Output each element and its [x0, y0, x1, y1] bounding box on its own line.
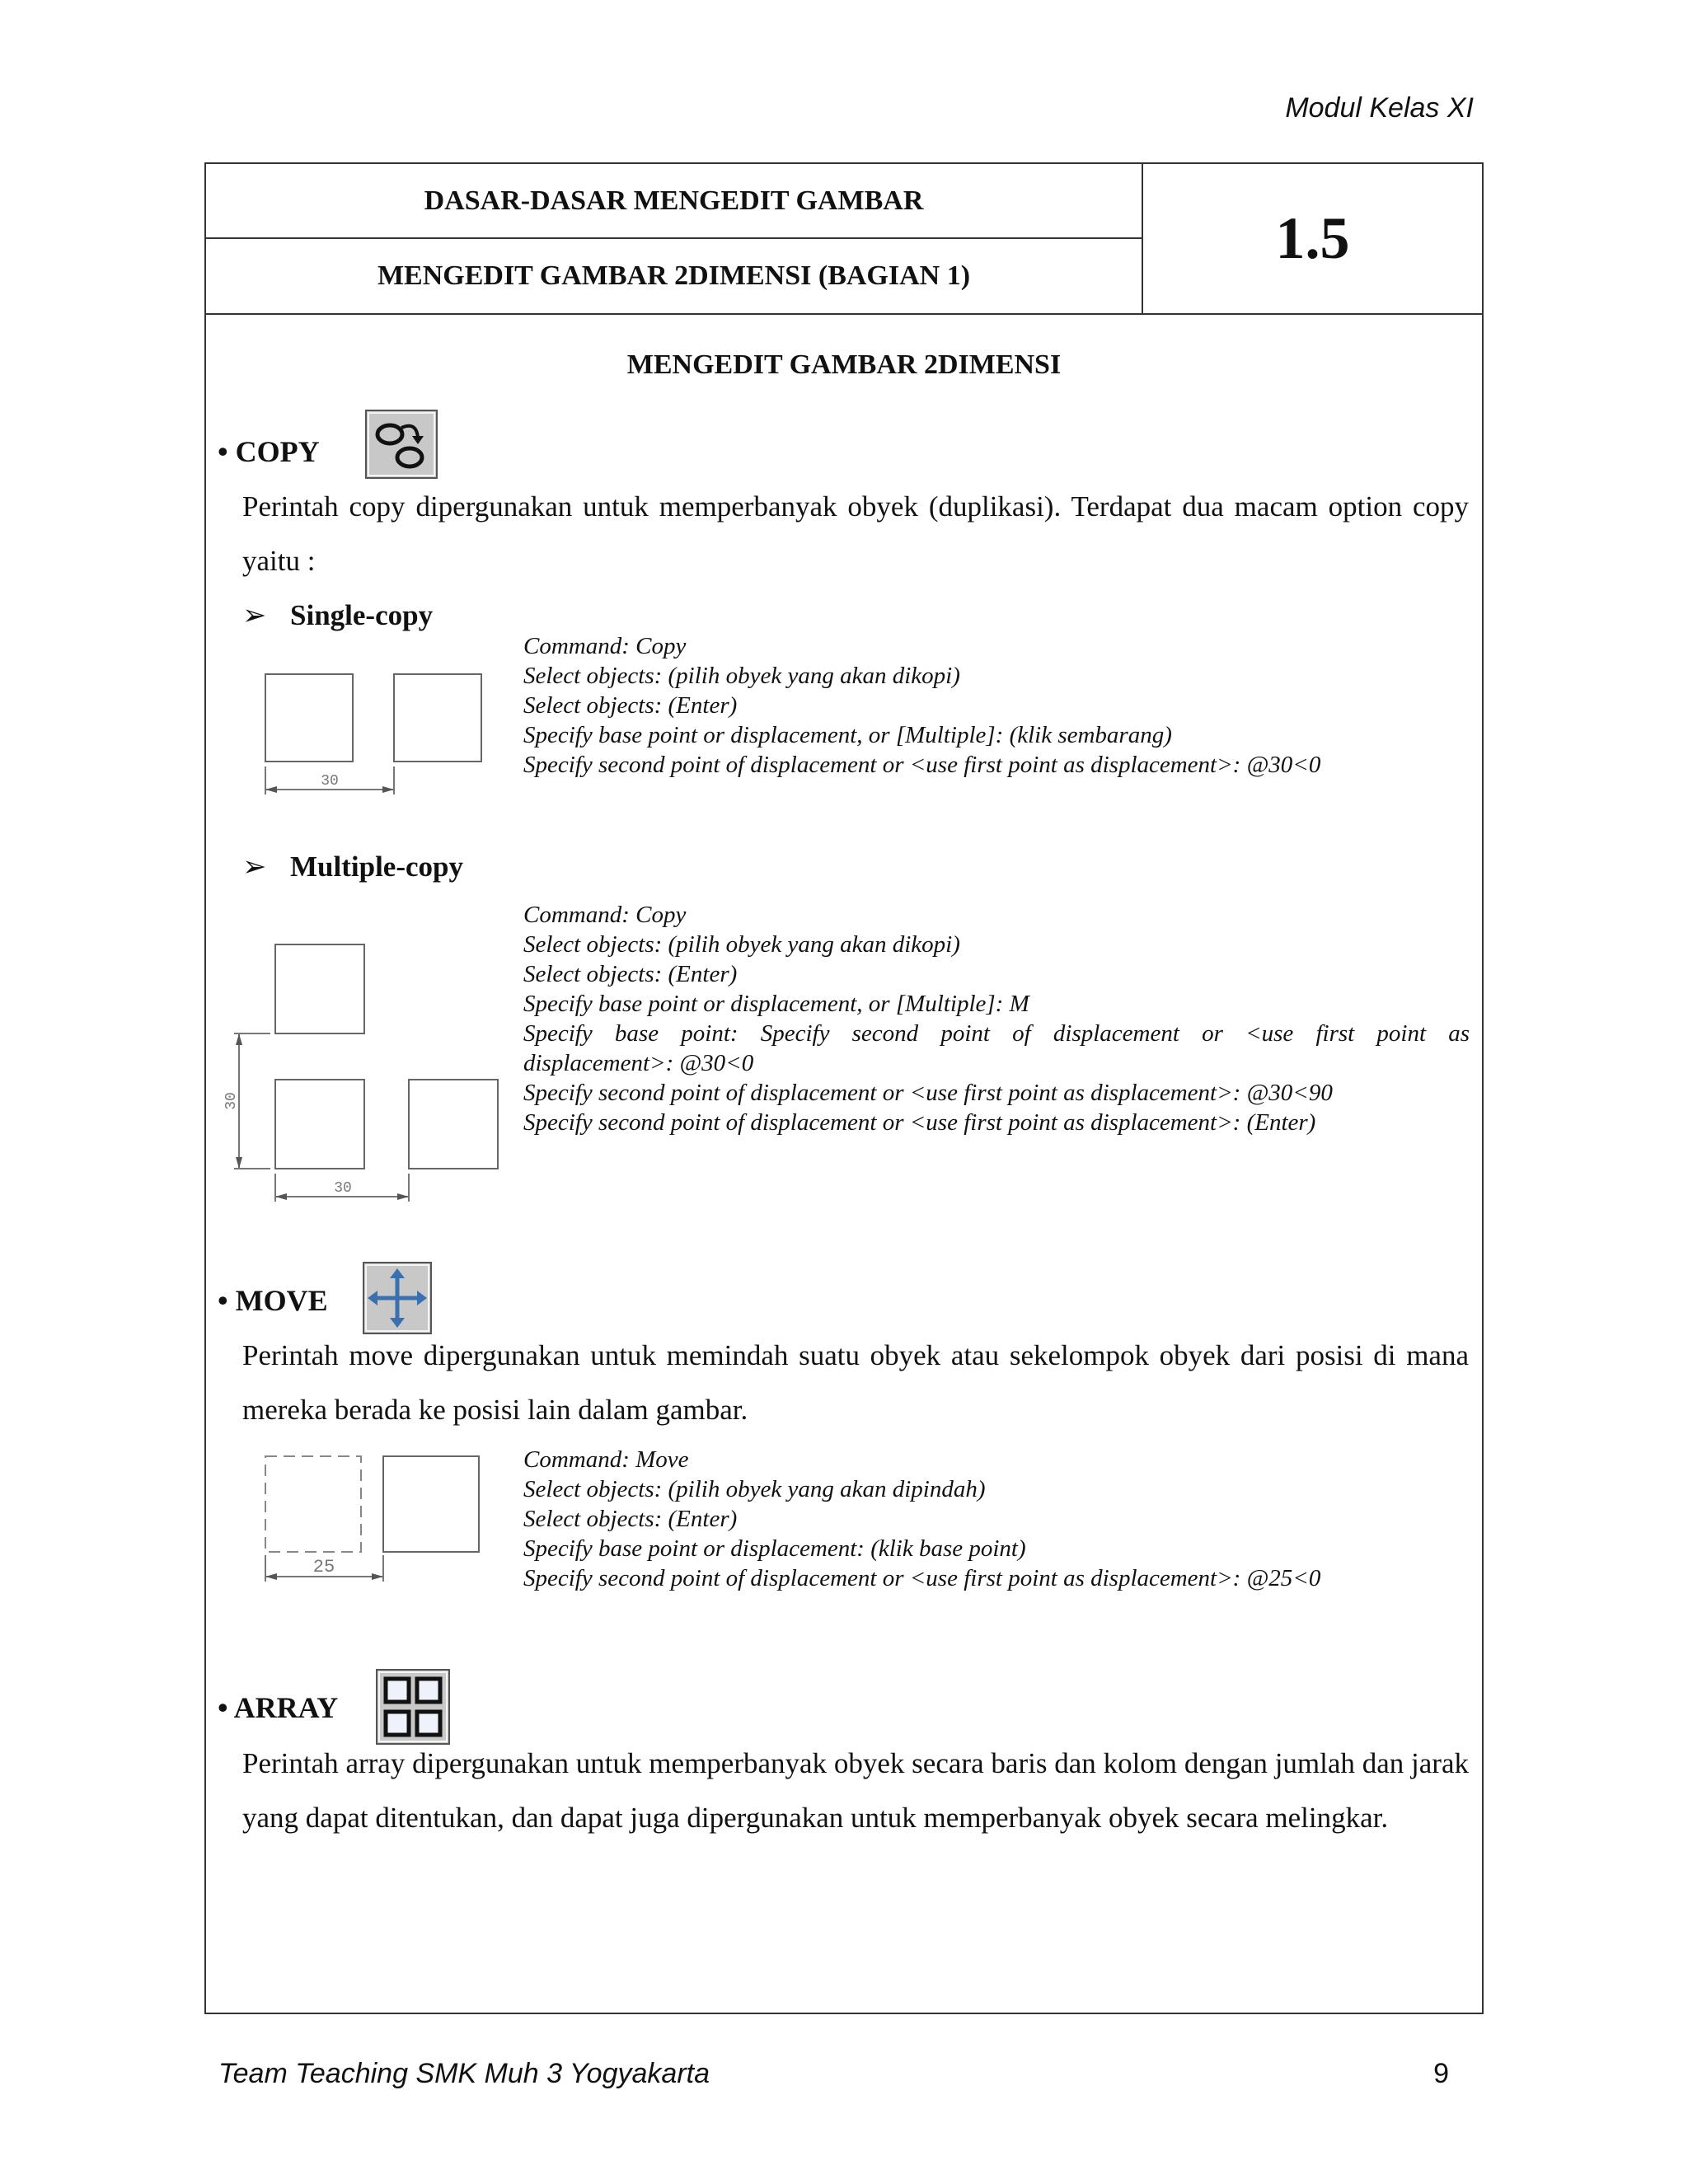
move-commands — [523, 1445, 1470, 1593]
dimension-label: 25 — [312, 1557, 335, 1577]
title-left — [206, 164, 1143, 313]
copy-heading: • COPY — [218, 435, 320, 468]
command-line: Command: Move — [523, 1446, 689, 1473]
copy-paragraph: Perintah copy dipergunakan untuk memperbanyak obyek (duplikasi). Terdapat dua macam option copy yaitu : — [242, 490, 1469, 577]
array-heading: • ARRAY — [218, 1691, 339, 1724]
command-line: Command: Copy — [523, 633, 687, 659]
command-line: Specify base point: Specify second point of displacement or <use first point as — [523, 1020, 1470, 1047]
dimension-label-vertical: 30 — [223, 1092, 240, 1110]
command-line: Select objects: (Enter) — [523, 692, 738, 719]
original-square — [265, 674, 353, 762]
command-line: Specify second point of displacement or <use first point as displacement>: @30<90 — [523, 1080, 1333, 1106]
command-line: Select objects: (pilih obyek yang akan dipindah) — [523, 1476, 986, 1502]
command-line: Select objects: (pilih obyek yang akan dikopi) — [523, 931, 960, 958]
copied-square-top — [275, 944, 364, 1033]
move-icon — [363, 1262, 432, 1338]
chapter-number: 1.5 — [1275, 205, 1350, 271]
command-line: Command: Copy — [523, 902, 687, 928]
single-copy-commands — [523, 631, 1470, 780]
command-line: Specify second point of displacement or <use first point as displacement>: @30<0 — [523, 752, 1321, 778]
section-title: MENGEDIT GAMBAR 2DIMENSI — [626, 349, 1062, 380]
command-line: Specify second point of displacement or <use first point as displacement>: @25<0 — [523, 1565, 1321, 1591]
main-title: DASAR-DASAR MENGEDIT GAMBAR — [206, 164, 1142, 239]
multiple-copy-label: Multiple-copy — [290, 851, 463, 883]
command-line: Specify base point or displacement: (klik base point) — [523, 1535, 1026, 1562]
command-line: Specify base point or displacement, or [Multiple]: (klik sembarang) — [523, 722, 1172, 748]
arrow-bullet-icon: ➢ — [242, 851, 267, 883]
moved-square — [383, 1456, 479, 1552]
original-square-dashed — [265, 1456, 361, 1552]
command-line: Select objects: (Enter) — [523, 961, 738, 987]
sub-title: MENGEDIT GAMBAR 2DIMENSI (BAGIAN 1) — [377, 260, 971, 291]
multiple-copy-heading — [242, 851, 463, 883]
original-square — [275, 1080, 364, 1169]
copied-square — [394, 674, 481, 762]
dimension-label-horizontal: 30 — [334, 1180, 352, 1197]
multiple-copy-commands — [523, 900, 1470, 1137]
copied-square-right — [409, 1080, 498, 1169]
command-line: displacement>: @30<0 — [523, 1050, 754, 1076]
command-line: Specify second point of displacement or <use first point as displacement>: (Enter) — [523, 1109, 1316, 1136]
single-copy-label: Single-copy — [290, 599, 434, 631]
content-frame — [204, 162, 1484, 2014]
move-paragraph: Perintah move dipergunakan untuk memindah suatu obyek atau sekelompok obyek dari posisi di mana mereka berada ke posisi lain dalam gambar. — [242, 1339, 1469, 1426]
command-line: Specify base point or displacement, or [Multiple]: M — [523, 991, 1029, 1017]
copy-icon — [365, 410, 438, 483]
command-line: Select objects: (Enter) — [523, 1506, 738, 1532]
single-copy-heading — [242, 599, 433, 632]
module-label: Modul Kelas XI — [1285, 92, 1474, 124]
page-number: 9 — [1433, 2058, 1449, 2089]
title-block — [206, 164, 1482, 315]
multiple-copy-figure — [223, 943, 509, 1207]
move-figure — [264, 1455, 495, 1586]
array-paragraph: Perintah array dipergunakan untuk memperbanyak obyek secara baris dan kolom dengan jumlah dan jarak yang dapat ditentukan, dan dapat juga dipergunakan untuk memperbanyak obyek secara melingkar. — [242, 1747, 1469, 1834]
single-copy-figure — [264, 664, 495, 798]
dimension-label: 30 — [321, 773, 339, 790]
arrow-bullet-icon: ➢ — [242, 599, 267, 631]
command-line: Select objects: (pilih obyek yang akan dikopi) — [523, 663, 960, 689]
move-heading: • MOVE — [218, 1284, 328, 1317]
footer-team: Team Teaching SMK Muh 3 Yogyakarta — [218, 2058, 710, 2089]
